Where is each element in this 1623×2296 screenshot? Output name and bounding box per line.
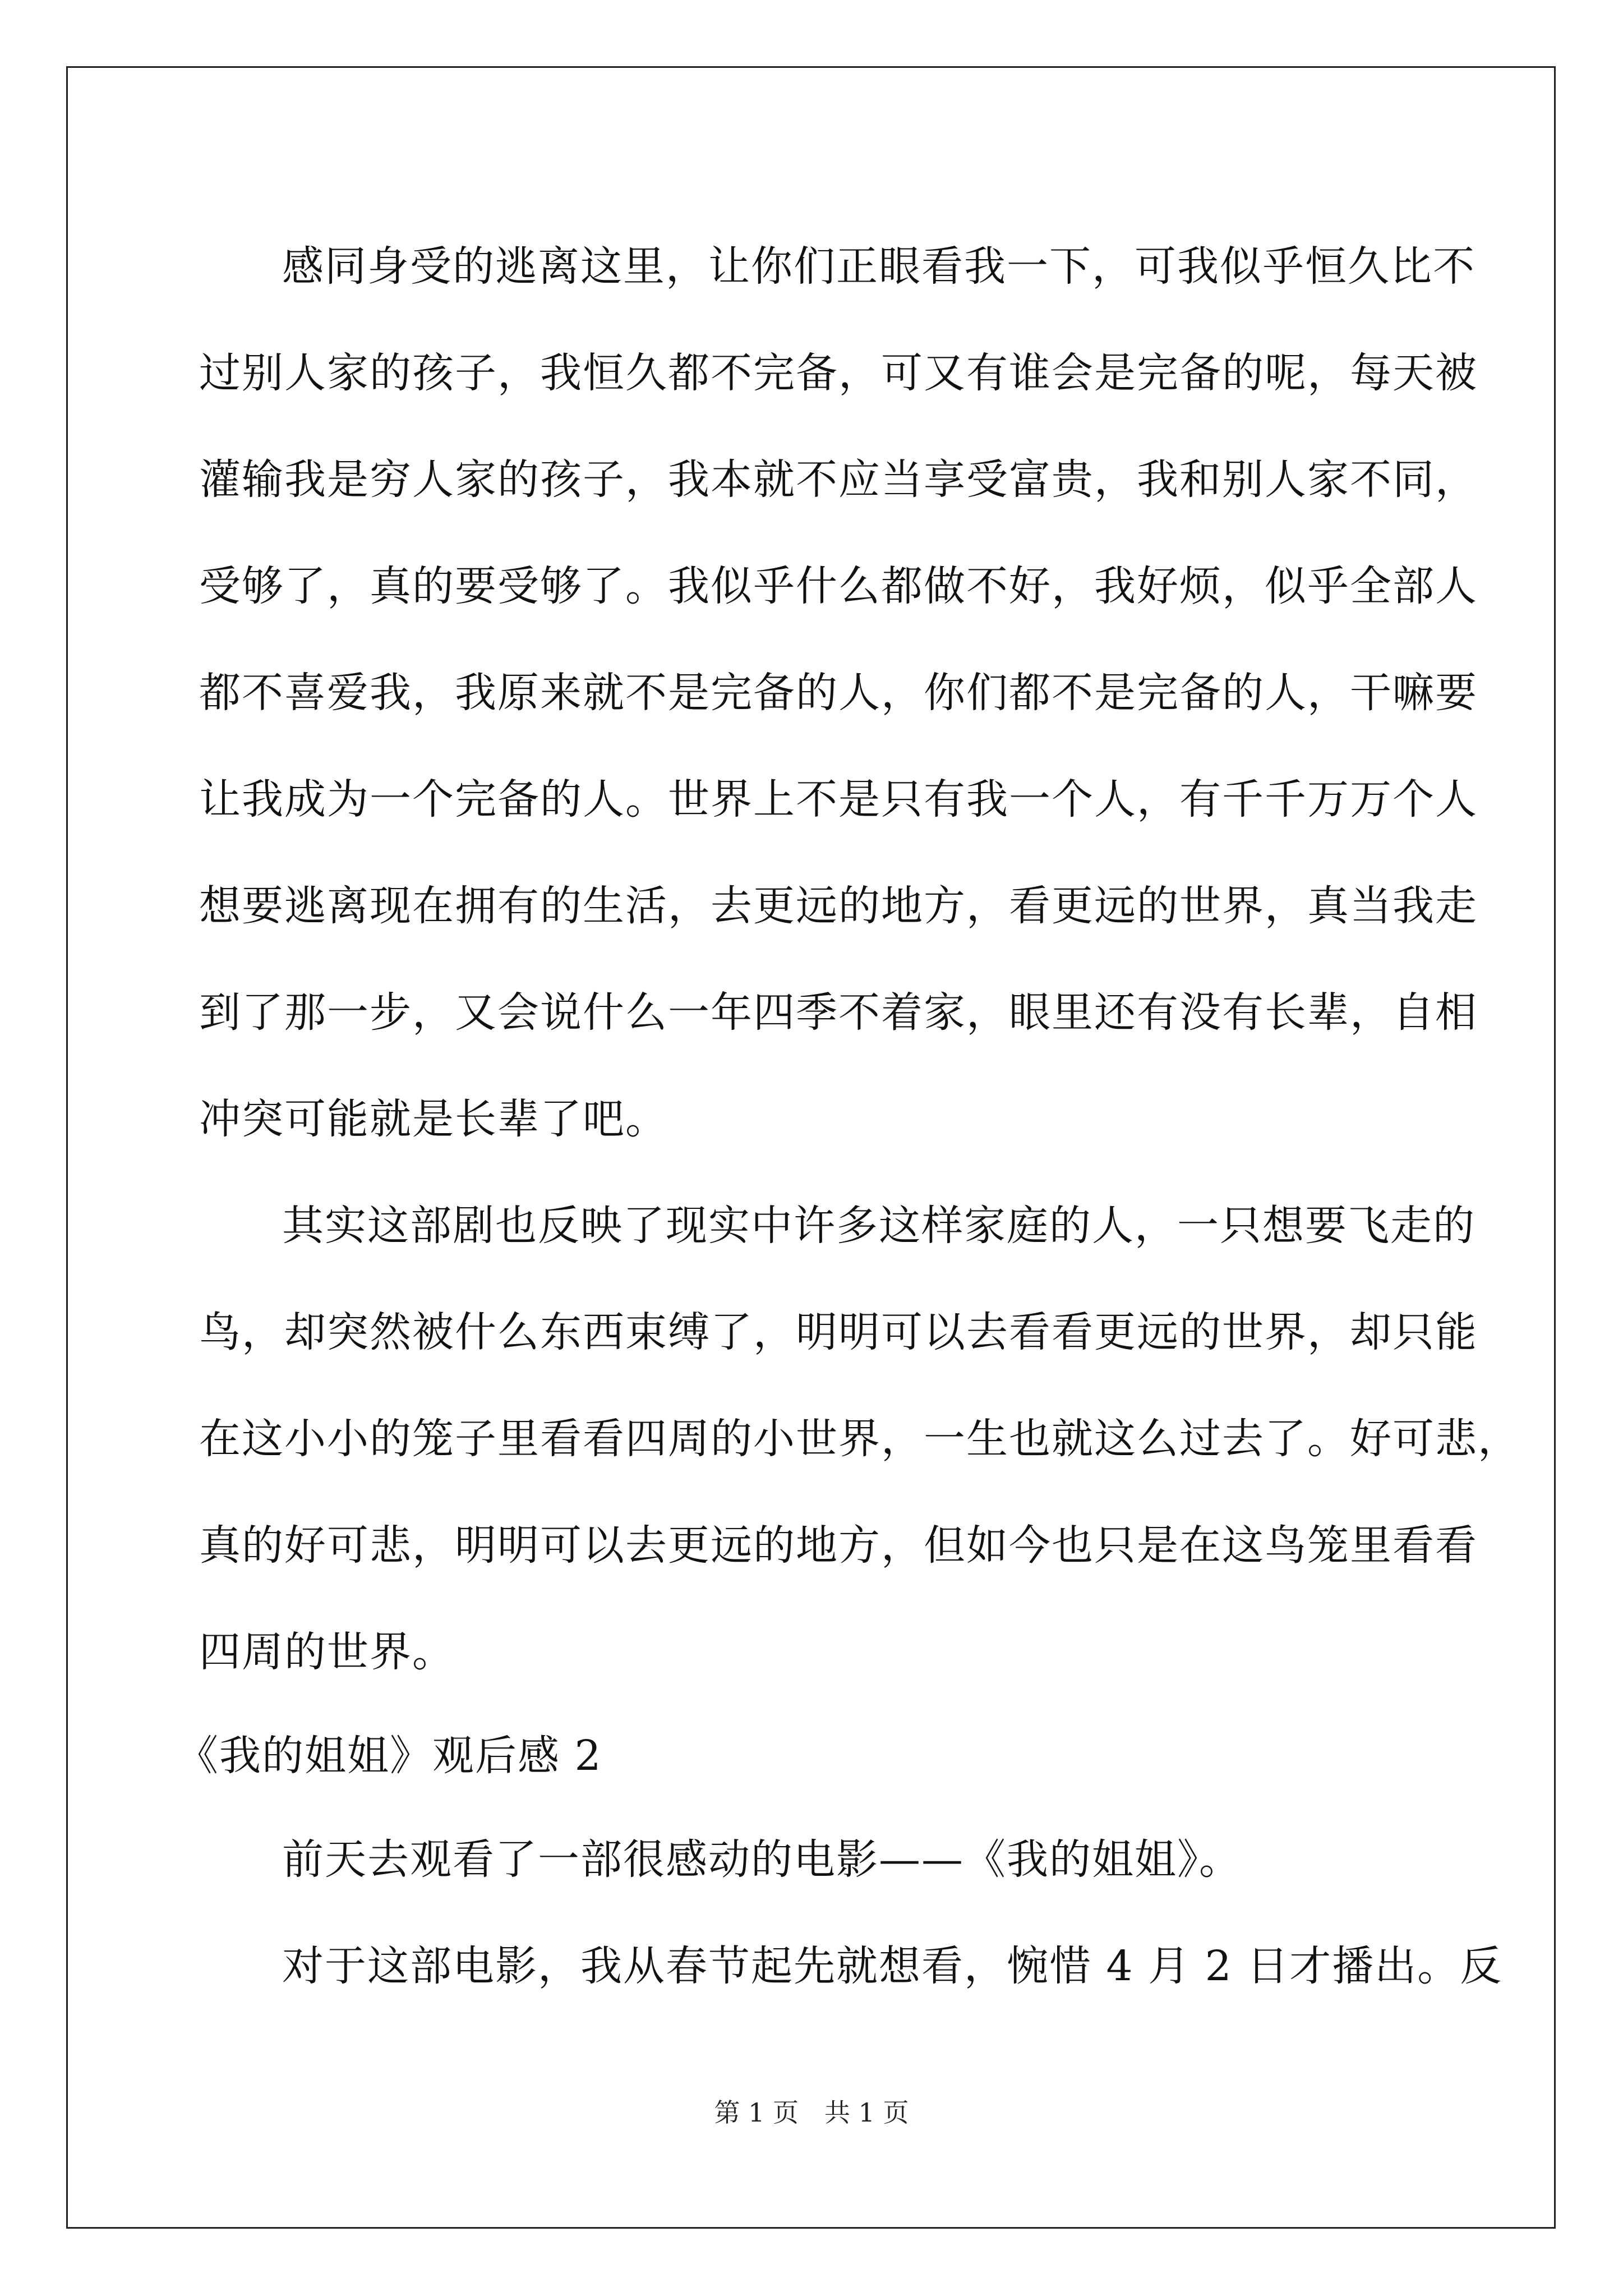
paragraph-line: 四周的世界。 xyxy=(199,1628,455,1676)
paragraph-line: 受够了，真的要受够了。我似乎什么都做不好，我好烦，似乎全部人 xyxy=(199,562,1478,610)
document-body xyxy=(177,213,1520,2019)
section-heading: 《我的姐姐》观后感 2 xyxy=(177,1732,602,1780)
paragraph-line: 让我成为一个完备的人。世界上不是只有我一个人，有千千万万个人 xyxy=(199,775,1478,823)
page-number-footer: 第 1 页 共 1 页 xyxy=(714,2097,909,2128)
paragraph-line: 前天去观看了一部很感动的电影——《我的姐姐》。 xyxy=(282,1835,1242,1884)
paragraph-line: 过别人家的孩子，我恒久都不完备，可又有谁会是完备的呢，每天被 xyxy=(199,349,1478,397)
paragraph-line: 到了那一步，又会说什么一年四季不着家，眼里还有没有长辈，自相 xyxy=(199,988,1478,1037)
paragraph-line: 冲突可能就是长辈了吧。 xyxy=(199,1095,668,1143)
paragraph-line: 真的好可悲，明明可以去更远的地方，但如今也只是在这鸟笼里看看 xyxy=(199,1521,1478,1570)
paragraph-line: 感同身受的逃离这里，让你们正眼看我一下，可我似乎恒久比不 xyxy=(282,242,1476,291)
paragraph-line: 其实这部剧也反映了现实中许多这样家庭的人，一只想要飞走的 xyxy=(282,1202,1476,1250)
paragraph-line: 都不喜爱我，我原来就不是完备的人，你们都不是完备的人，干嘛要 xyxy=(199,669,1478,717)
paragraph-line: 鸟，却突然被什么东西束缚了，明明可以去看看更远的世界，却只能 xyxy=(199,1308,1478,1356)
paragraph-line: 灌输我是穷人家的孩子，我本就不应当享受富贵，我和别人家不同， xyxy=(199,455,1478,504)
paragraph-line: 在这小小的笼子里看看四周的小世界，一生也就这么过去了。好可悲， xyxy=(199,1415,1520,1463)
paragraph-line: 想要逃离现在拥有的生活，去更远的地方，看更远的世界，真当我走 xyxy=(199,882,1478,930)
paragraph-line: 对于这部电影，我从春节起先就想看，惋惜 4 月 2 日才播出。反 xyxy=(282,1942,1503,1990)
